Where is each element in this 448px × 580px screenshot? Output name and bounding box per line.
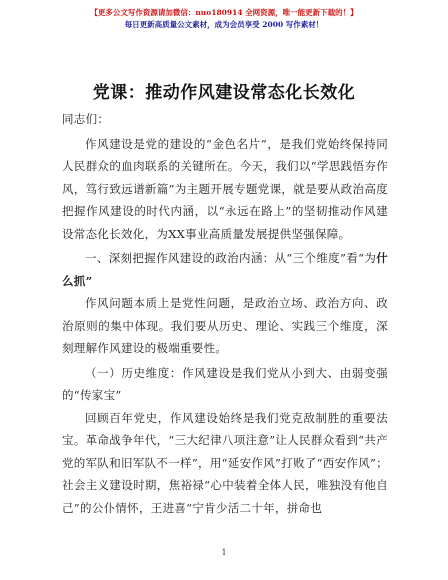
section-heading-1 (62, 247, 388, 292)
page-number: 1 (221, 548, 227, 557)
greeting: 同志们： (62, 112, 110, 126)
promo-banner-line-1: 【更多公文写作资源请加微信：nuo180914 全网资源，唯一能更新下载的！】 (90, 8, 358, 17)
document-body (62, 108, 388, 519)
paragraph-intro: 作风建设是党的建设的“金色名片”，是我们党始终保持同人民群众的血肉联系的关键所在。今天，我们以“学思践悟夯作风，笃行致远谱新篇”为主题开展专题党课，就是要从政治高度把握作风建设的时代内涵，以“永远在路上”的坚韧推动作风建设常态化长效化，为XX事业高质量发展提供坚强保障。 (62, 136, 388, 241)
promo-banner-line-2: 每日更新高质量公文素材，成为会员享受 2000 写作素材！ (124, 20, 324, 29)
paragraph-history: 回顾百年党史，作风建设始终是我们党克敌制胜的重要法宝。革命战争年代，“三大纪律八项注意”让人民群众看到“共产党的军队和旧军队不一样”，用“延安作风”打败了“西安作风”；社会主义建设时期，焦裕禄“心中装着全体人民，唯独没有他自己”的公仆情怀，王进喜“宁肯少活二十年，拼命也 (62, 410, 388, 515)
paragraph-section-1: 作风问题本质上是党性问题，是政治立场、政治方向、政治原则的集中体现。我们要从历史、理论、实践三个维度，深刻理解作风建设的极端重要性。 (62, 296, 388, 355)
section-heading-1-text: 一、深刻把握作风建设的政治内涵：从“三个维度”看“为 (85, 251, 377, 265)
section-heading-1-bold: 什么抓” (62, 251, 388, 288)
subsection-heading-1: （一）历史维度：作风建设是我们党从小到大、由弱变强的“传家宝” (62, 365, 388, 402)
promo-banner (0, 8, 448, 30)
document-title: 党课：推动作风建设常态化长效化 (92, 83, 356, 103)
